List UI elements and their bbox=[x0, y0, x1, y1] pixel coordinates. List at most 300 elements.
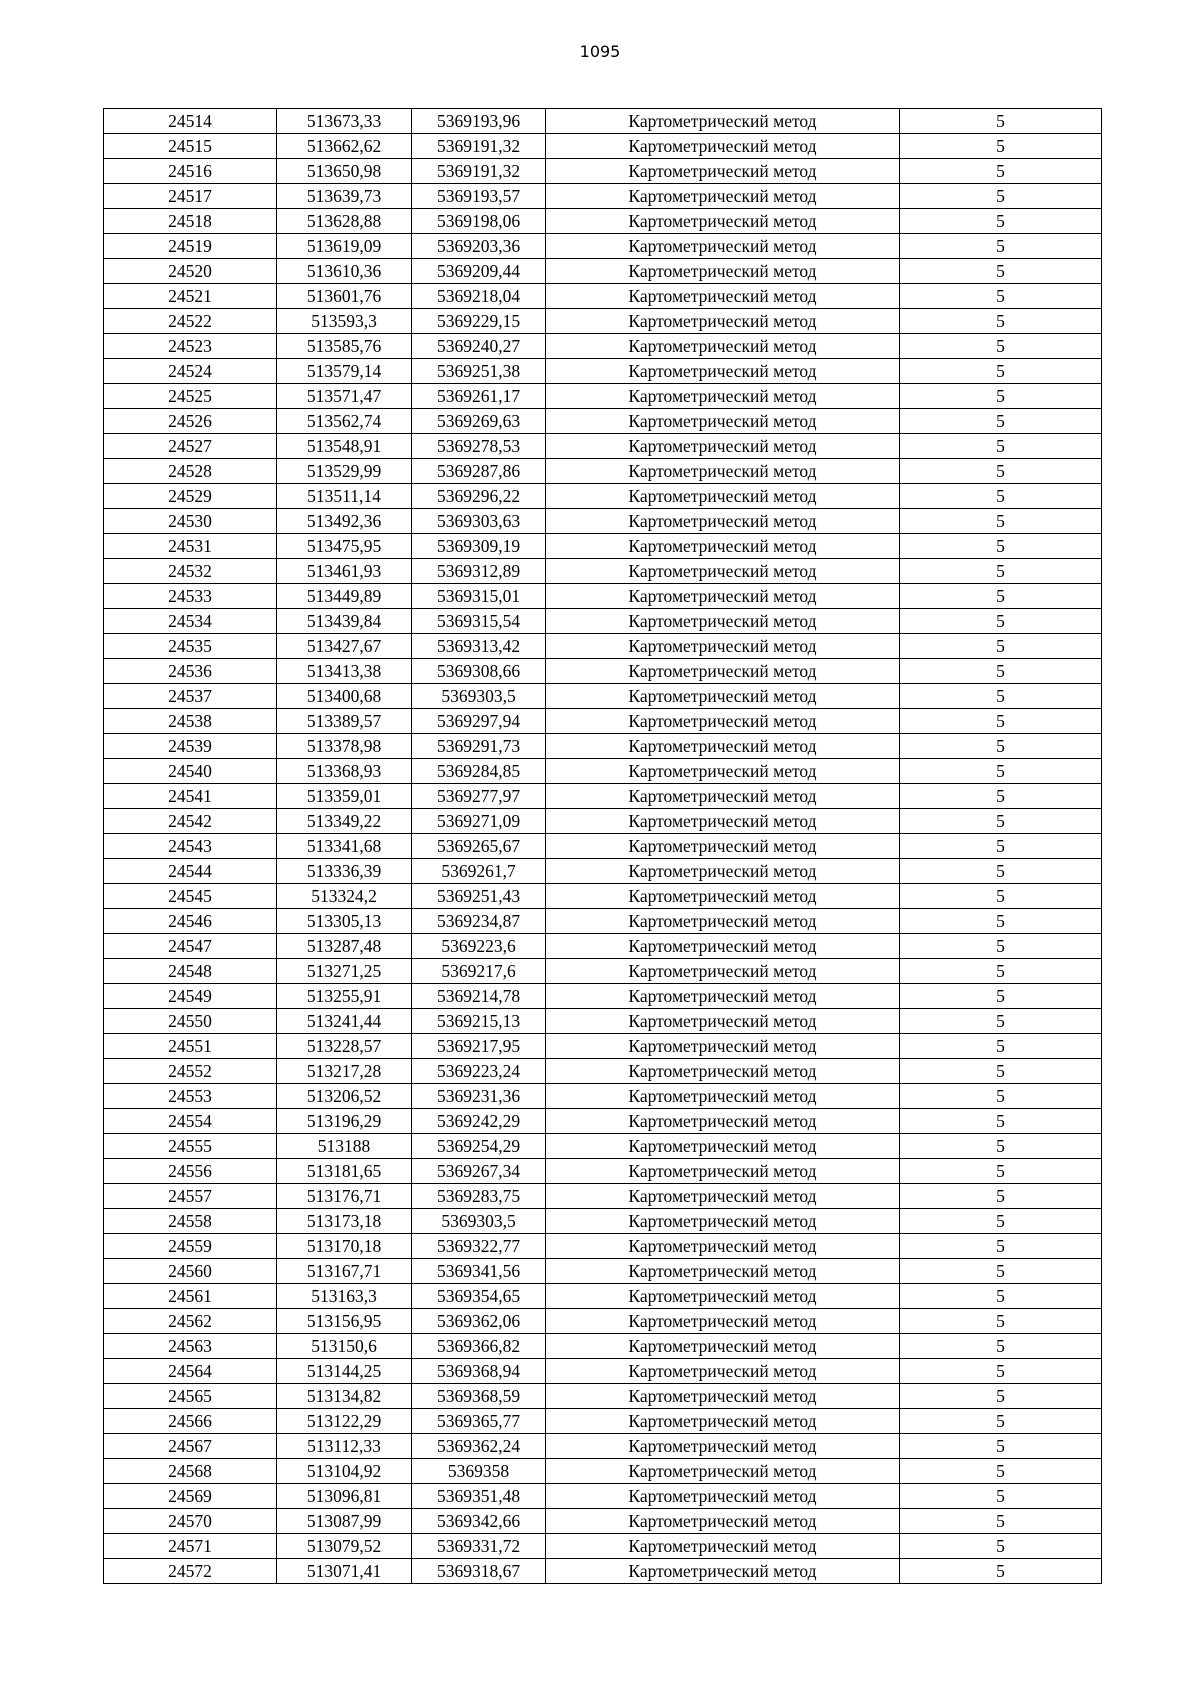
method-cell: Картометрический метод bbox=[546, 1234, 900, 1259]
point-number-cell: 24526 bbox=[104, 409, 277, 434]
method-cell: Картометрический метод bbox=[546, 984, 900, 1009]
table-row bbox=[104, 484, 1102, 509]
point-number-cell: 24570 bbox=[104, 1509, 277, 1534]
accuracy-cell: 5 bbox=[900, 109, 1102, 134]
x-coordinate-cell: 513378,98 bbox=[277, 734, 412, 759]
accuracy-cell: 5 bbox=[900, 434, 1102, 459]
y-coordinate-cell: 5369269,63 bbox=[412, 409, 546, 434]
x-coordinate-cell: 513176,71 bbox=[277, 1184, 412, 1209]
accuracy-cell: 5 bbox=[900, 1109, 1102, 1134]
x-coordinate-cell: 513156,95 bbox=[277, 1309, 412, 1334]
method-cell: Картометрический метод bbox=[546, 1184, 900, 1209]
table-row bbox=[104, 609, 1102, 634]
x-coordinate-cell: 513439,84 bbox=[277, 609, 412, 634]
accuracy-cell: 5 bbox=[900, 209, 1102, 234]
method-cell: Картометрический метод bbox=[546, 184, 900, 209]
table-row bbox=[104, 734, 1102, 759]
point-number-cell: 24531 bbox=[104, 534, 277, 559]
table-row bbox=[104, 1384, 1102, 1409]
y-coordinate-cell: 5369217,6 bbox=[412, 959, 546, 984]
x-coordinate-cell: 513639,73 bbox=[277, 184, 412, 209]
y-coordinate-cell: 5369218,04 bbox=[412, 284, 546, 309]
point-number-cell: 24523 bbox=[104, 334, 277, 359]
table-row bbox=[104, 809, 1102, 834]
table-row bbox=[104, 1259, 1102, 1284]
x-coordinate-cell: 513413,38 bbox=[277, 659, 412, 684]
page-number: 1095 bbox=[579, 42, 621, 61]
y-coordinate-cell: 5369191,32 bbox=[412, 134, 546, 159]
method-cell: Картометрический метод bbox=[546, 634, 900, 659]
point-number-cell: 24569 bbox=[104, 1484, 277, 1509]
method-cell: Картометрический метод bbox=[546, 1384, 900, 1409]
point-number-cell: 24542 bbox=[104, 809, 277, 834]
y-coordinate-cell: 5369315,54 bbox=[412, 609, 546, 634]
x-coordinate-cell: 513662,62 bbox=[277, 134, 412, 159]
point-number-cell: 24525 bbox=[104, 384, 277, 409]
point-number-cell: 24547 bbox=[104, 934, 277, 959]
x-coordinate-cell: 513150,6 bbox=[277, 1334, 412, 1359]
x-coordinate-cell: 513271,25 bbox=[277, 959, 412, 984]
method-cell: Картометрический метод bbox=[546, 384, 900, 409]
method-cell: Картометрический метод bbox=[546, 359, 900, 384]
accuracy-cell: 5 bbox=[900, 959, 1102, 984]
point-number-cell: 24561 bbox=[104, 1284, 277, 1309]
accuracy-cell: 5 bbox=[900, 1209, 1102, 1234]
y-coordinate-cell: 5369217,95 bbox=[412, 1034, 546, 1059]
x-coordinate-cell: 513389,57 bbox=[277, 709, 412, 734]
accuracy-cell: 5 bbox=[900, 1309, 1102, 1334]
method-cell: Картометрический метод bbox=[546, 409, 900, 434]
point-number-cell: 24566 bbox=[104, 1409, 277, 1434]
table-row bbox=[104, 259, 1102, 284]
accuracy-cell: 5 bbox=[900, 759, 1102, 784]
accuracy-cell: 5 bbox=[900, 1259, 1102, 1284]
accuracy-cell: 5 bbox=[900, 1009, 1102, 1034]
accuracy-cell: 5 bbox=[900, 734, 1102, 759]
accuracy-cell: 5 bbox=[900, 934, 1102, 959]
point-number-cell: 24537 bbox=[104, 684, 277, 709]
method-cell: Картометрический метод bbox=[546, 934, 900, 959]
method-cell: Картометрический метод bbox=[546, 109, 900, 134]
accuracy-cell: 5 bbox=[900, 1159, 1102, 1184]
point-number-cell: 24554 bbox=[104, 1109, 277, 1134]
table-row bbox=[104, 359, 1102, 384]
accuracy-cell: 5 bbox=[900, 384, 1102, 409]
method-cell: Картометрический метод bbox=[546, 1009, 900, 1034]
table-row bbox=[104, 209, 1102, 234]
accuracy-cell: 5 bbox=[900, 684, 1102, 709]
y-coordinate-cell: 5369315,01 bbox=[412, 584, 546, 609]
table-row bbox=[104, 859, 1102, 884]
point-number-cell: 24539 bbox=[104, 734, 277, 759]
table-row bbox=[104, 1509, 1102, 1534]
point-number-cell: 24556 bbox=[104, 1159, 277, 1184]
method-cell: Картометрический метод bbox=[546, 1484, 900, 1509]
method-cell: Картометрический метод bbox=[546, 709, 900, 734]
table-row bbox=[104, 1359, 1102, 1384]
table-row bbox=[104, 1534, 1102, 1559]
y-coordinate-cell: 5369287,86 bbox=[412, 459, 546, 484]
accuracy-cell: 5 bbox=[900, 1484, 1102, 1509]
table-row bbox=[104, 109, 1102, 134]
x-coordinate-cell: 513650,98 bbox=[277, 159, 412, 184]
x-coordinate-cell: 513610,36 bbox=[277, 259, 412, 284]
method-cell: Картометрический метод bbox=[546, 659, 900, 684]
method-cell: Картометрический метод bbox=[546, 134, 900, 159]
y-coordinate-cell: 5369271,09 bbox=[412, 809, 546, 834]
accuracy-cell: 5 bbox=[900, 1559, 1102, 1584]
accuracy-cell: 5 bbox=[900, 984, 1102, 1009]
accuracy-cell: 5 bbox=[900, 834, 1102, 859]
table-row bbox=[104, 559, 1102, 584]
y-coordinate-cell: 5369354,65 bbox=[412, 1284, 546, 1309]
point-number-cell: 24541 bbox=[104, 784, 277, 809]
y-coordinate-cell: 5369214,78 bbox=[412, 984, 546, 1009]
accuracy-cell: 5 bbox=[900, 1509, 1102, 1534]
y-coordinate-cell: 5369308,66 bbox=[412, 659, 546, 684]
accuracy-cell: 5 bbox=[900, 159, 1102, 184]
y-coordinate-cell: 5369261,17 bbox=[412, 384, 546, 409]
table-row bbox=[104, 1134, 1102, 1159]
point-number-cell: 24517 bbox=[104, 184, 277, 209]
method-cell: Картометрический метод bbox=[546, 959, 900, 984]
point-number-cell: 24553 bbox=[104, 1084, 277, 1109]
point-number-cell: 24572 bbox=[104, 1559, 277, 1584]
x-coordinate-cell: 513619,09 bbox=[277, 234, 412, 259]
method-cell: Картометрический метод bbox=[546, 834, 900, 859]
y-coordinate-cell: 5369242,29 bbox=[412, 1109, 546, 1134]
point-number-cell: 24564 bbox=[104, 1359, 277, 1384]
x-coordinate-cell: 513593,3 bbox=[277, 309, 412, 334]
point-number-cell: 24548 bbox=[104, 959, 277, 984]
y-coordinate-cell: 5369368,94 bbox=[412, 1359, 546, 1384]
table-row bbox=[104, 234, 1102, 259]
accuracy-cell: 5 bbox=[900, 1184, 1102, 1209]
table-row bbox=[104, 1059, 1102, 1084]
point-number-cell: 24543 bbox=[104, 834, 277, 859]
accuracy-cell: 5 bbox=[900, 784, 1102, 809]
table-row bbox=[104, 1334, 1102, 1359]
method-cell: Картометрический метод bbox=[546, 1434, 900, 1459]
table-row bbox=[104, 1484, 1102, 1509]
accuracy-cell: 5 bbox=[900, 534, 1102, 559]
accuracy-cell: 5 bbox=[900, 1534, 1102, 1559]
accuracy-cell: 5 bbox=[900, 134, 1102, 159]
method-cell: Картометрический метод bbox=[546, 684, 900, 709]
table-row bbox=[104, 884, 1102, 909]
method-cell: Картометрический метод bbox=[546, 559, 900, 584]
coordinates-table bbox=[103, 108, 1102, 1584]
table-row bbox=[104, 509, 1102, 534]
point-number-cell: 24524 bbox=[104, 359, 277, 384]
table-row bbox=[104, 184, 1102, 209]
accuracy-cell: 5 bbox=[900, 1034, 1102, 1059]
y-coordinate-cell: 5369223,6 bbox=[412, 934, 546, 959]
accuracy-cell: 5 bbox=[900, 884, 1102, 909]
x-coordinate-cell: 513349,22 bbox=[277, 809, 412, 834]
y-coordinate-cell: 5369331,72 bbox=[412, 1534, 546, 1559]
accuracy-cell: 5 bbox=[900, 1334, 1102, 1359]
accuracy-cell: 5 bbox=[900, 1059, 1102, 1084]
table-row bbox=[104, 759, 1102, 784]
table-row bbox=[104, 909, 1102, 934]
table-row bbox=[104, 784, 1102, 809]
x-coordinate-cell: 513548,91 bbox=[277, 434, 412, 459]
method-cell: Картометрический метод bbox=[546, 459, 900, 484]
point-number-cell: 24558 bbox=[104, 1209, 277, 1234]
point-number-cell: 24529 bbox=[104, 484, 277, 509]
y-coordinate-cell: 5369318,67 bbox=[412, 1559, 546, 1584]
method-cell: Картометрический метод bbox=[546, 759, 900, 784]
x-coordinate-cell: 513217,28 bbox=[277, 1059, 412, 1084]
x-coordinate-cell: 513112,33 bbox=[277, 1434, 412, 1459]
point-number-cell: 24552 bbox=[104, 1059, 277, 1084]
x-coordinate-cell: 513134,82 bbox=[277, 1384, 412, 1409]
x-coordinate-cell: 513071,41 bbox=[277, 1559, 412, 1584]
point-number-cell: 24546 bbox=[104, 909, 277, 934]
x-coordinate-cell: 513529,99 bbox=[277, 459, 412, 484]
y-coordinate-cell: 5369283,75 bbox=[412, 1184, 546, 1209]
accuracy-cell: 5 bbox=[900, 1384, 1102, 1409]
method-cell: Картометрический метод bbox=[546, 1284, 900, 1309]
table-row bbox=[104, 834, 1102, 859]
point-number-cell: 24551 bbox=[104, 1034, 277, 1059]
table-row bbox=[104, 1009, 1102, 1034]
x-coordinate-cell: 513181,65 bbox=[277, 1159, 412, 1184]
x-coordinate-cell: 513079,52 bbox=[277, 1534, 412, 1559]
point-number-cell: 24522 bbox=[104, 309, 277, 334]
y-coordinate-cell: 5369296,22 bbox=[412, 484, 546, 509]
point-number-cell: 24563 bbox=[104, 1334, 277, 1359]
x-coordinate-cell: 513449,89 bbox=[277, 584, 412, 609]
table-row bbox=[104, 709, 1102, 734]
y-coordinate-cell: 5369309,19 bbox=[412, 534, 546, 559]
x-coordinate-cell: 513228,57 bbox=[277, 1034, 412, 1059]
point-number-cell: 24540 bbox=[104, 759, 277, 784]
x-coordinate-cell: 513163,3 bbox=[277, 1284, 412, 1309]
y-coordinate-cell: 5369362,24 bbox=[412, 1434, 546, 1459]
method-cell: Картометрический метод bbox=[546, 484, 900, 509]
method-cell: Картометрический метод bbox=[546, 859, 900, 884]
y-coordinate-cell: 5369251,43 bbox=[412, 884, 546, 909]
method-cell: Картометрический метод bbox=[546, 1109, 900, 1134]
y-coordinate-cell: 5369322,77 bbox=[412, 1234, 546, 1259]
table-row bbox=[104, 384, 1102, 409]
accuracy-cell: 5 bbox=[900, 184, 1102, 209]
point-number-cell: 24536 bbox=[104, 659, 277, 684]
method-cell: Картометрический метод bbox=[546, 584, 900, 609]
x-coordinate-cell: 513087,99 bbox=[277, 1509, 412, 1534]
accuracy-cell: 5 bbox=[900, 1234, 1102, 1259]
point-number-cell: 24557 bbox=[104, 1184, 277, 1209]
x-coordinate-cell: 513336,39 bbox=[277, 859, 412, 884]
x-coordinate-cell: 513461,93 bbox=[277, 559, 412, 584]
y-coordinate-cell: 5369362,06 bbox=[412, 1309, 546, 1334]
point-number-cell: 24528 bbox=[104, 459, 277, 484]
y-coordinate-cell: 5369342,66 bbox=[412, 1509, 546, 1534]
method-cell: Картометрический метод bbox=[546, 809, 900, 834]
point-number-cell: 24538 bbox=[104, 709, 277, 734]
x-coordinate-cell: 513144,25 bbox=[277, 1359, 412, 1384]
y-coordinate-cell: 5369261,7 bbox=[412, 859, 546, 884]
x-coordinate-cell: 513096,81 bbox=[277, 1484, 412, 1509]
x-coordinate-cell: 513601,76 bbox=[277, 284, 412, 309]
y-coordinate-cell: 5369223,24 bbox=[412, 1059, 546, 1084]
point-number-cell: 24514 bbox=[104, 109, 277, 134]
point-number-cell: 24568 bbox=[104, 1459, 277, 1484]
point-number-cell: 24532 bbox=[104, 559, 277, 584]
method-cell: Картометрический метод bbox=[546, 1084, 900, 1109]
y-coordinate-cell: 5369240,27 bbox=[412, 334, 546, 359]
accuracy-cell: 5 bbox=[900, 1434, 1102, 1459]
method-cell: Картометрический метод bbox=[546, 234, 900, 259]
x-coordinate-cell: 513324,2 bbox=[277, 884, 412, 909]
y-coordinate-cell: 5369278,53 bbox=[412, 434, 546, 459]
y-coordinate-cell: 5369303,63 bbox=[412, 509, 546, 534]
accuracy-cell: 5 bbox=[900, 284, 1102, 309]
point-number-cell: 24515 bbox=[104, 134, 277, 159]
x-coordinate-cell: 513305,13 bbox=[277, 909, 412, 934]
method-cell: Картометрический метод bbox=[546, 209, 900, 234]
point-number-cell: 24565 bbox=[104, 1384, 277, 1409]
accuracy-cell: 5 bbox=[900, 559, 1102, 584]
accuracy-cell: 5 bbox=[900, 1459, 1102, 1484]
x-coordinate-cell: 513673,33 bbox=[277, 109, 412, 134]
point-number-cell: 24521 bbox=[104, 284, 277, 309]
x-coordinate-cell: 513427,67 bbox=[277, 634, 412, 659]
y-coordinate-cell: 5369209,44 bbox=[412, 259, 546, 284]
y-coordinate-cell: 5369368,59 bbox=[412, 1384, 546, 1409]
table-row bbox=[104, 534, 1102, 559]
accuracy-cell: 5 bbox=[900, 909, 1102, 934]
point-number-cell: 24571 bbox=[104, 1534, 277, 1559]
y-coordinate-cell: 5369231,36 bbox=[412, 1084, 546, 1109]
y-coordinate-cell: 5369366,82 bbox=[412, 1334, 546, 1359]
y-coordinate-cell: 5369251,38 bbox=[412, 359, 546, 384]
y-coordinate-cell: 5369215,13 bbox=[412, 1009, 546, 1034]
table-row bbox=[104, 659, 1102, 684]
accuracy-cell: 5 bbox=[900, 709, 1102, 734]
point-number-cell: 24535 bbox=[104, 634, 277, 659]
x-coordinate-cell: 513511,14 bbox=[277, 484, 412, 509]
table-row bbox=[104, 334, 1102, 359]
method-cell: Картометрический метод bbox=[546, 1309, 900, 1334]
accuracy-cell: 5 bbox=[900, 659, 1102, 684]
accuracy-cell: 5 bbox=[900, 584, 1102, 609]
accuracy-cell: 5 bbox=[900, 509, 1102, 534]
method-cell: Картометрический метод bbox=[546, 884, 900, 909]
table-row bbox=[104, 284, 1102, 309]
y-coordinate-cell: 5369191,32 bbox=[412, 159, 546, 184]
y-coordinate-cell: 5369365,77 bbox=[412, 1409, 546, 1434]
method-cell: Картометрический метод bbox=[546, 1059, 900, 1084]
table-row bbox=[104, 1159, 1102, 1184]
y-coordinate-cell: 5369313,42 bbox=[412, 634, 546, 659]
accuracy-cell: 5 bbox=[900, 1359, 1102, 1384]
table-row bbox=[104, 459, 1102, 484]
y-coordinate-cell: 5369267,34 bbox=[412, 1159, 546, 1184]
table-row bbox=[104, 1084, 1102, 1109]
x-coordinate-cell: 513359,01 bbox=[277, 784, 412, 809]
y-coordinate-cell: 5369254,29 bbox=[412, 1134, 546, 1159]
table-row bbox=[104, 1459, 1102, 1484]
method-cell: Картометрический метод bbox=[546, 1509, 900, 1534]
point-number-cell: 24516 bbox=[104, 159, 277, 184]
point-number-cell: 24567 bbox=[104, 1434, 277, 1459]
table-row bbox=[104, 584, 1102, 609]
table-row bbox=[104, 159, 1102, 184]
x-coordinate-cell: 513585,76 bbox=[277, 334, 412, 359]
point-number-cell: 24549 bbox=[104, 984, 277, 1009]
method-cell: Картометрический метод bbox=[546, 509, 900, 534]
accuracy-cell: 5 bbox=[900, 309, 1102, 334]
method-cell: Картометрический метод bbox=[546, 259, 900, 284]
method-cell: Картометрический метод bbox=[546, 1159, 900, 1184]
method-cell: Картометрический метод bbox=[546, 1259, 900, 1284]
point-number-cell: 24559 bbox=[104, 1234, 277, 1259]
point-number-cell: 24518 bbox=[104, 209, 277, 234]
table-row bbox=[104, 959, 1102, 984]
accuracy-cell: 5 bbox=[900, 859, 1102, 884]
x-coordinate-cell: 513196,29 bbox=[277, 1109, 412, 1134]
method-cell: Картометрический метод bbox=[546, 734, 900, 759]
table-row bbox=[104, 1109, 1102, 1134]
method-cell: Картометрический метод bbox=[546, 1334, 900, 1359]
table-row bbox=[104, 434, 1102, 459]
y-coordinate-cell: 5369358 bbox=[412, 1459, 546, 1484]
x-coordinate-cell: 513241,44 bbox=[277, 1009, 412, 1034]
method-cell: Картометрический метод bbox=[546, 609, 900, 634]
y-coordinate-cell: 5369297,94 bbox=[412, 709, 546, 734]
table-row bbox=[104, 1034, 1102, 1059]
x-coordinate-cell: 513255,91 bbox=[277, 984, 412, 1009]
method-cell: Картометрический метод bbox=[546, 1034, 900, 1059]
accuracy-cell: 5 bbox=[900, 634, 1102, 659]
accuracy-cell: 5 bbox=[900, 809, 1102, 834]
table-row bbox=[104, 934, 1102, 959]
accuracy-cell: 5 bbox=[900, 409, 1102, 434]
x-coordinate-cell: 513122,29 bbox=[277, 1409, 412, 1434]
table-row bbox=[104, 684, 1102, 709]
method-cell: Картометрический метод bbox=[546, 784, 900, 809]
method-cell: Картометрический метод bbox=[546, 334, 900, 359]
x-coordinate-cell: 513173,18 bbox=[277, 1209, 412, 1234]
accuracy-cell: 5 bbox=[900, 1084, 1102, 1109]
x-coordinate-cell: 513167,71 bbox=[277, 1259, 412, 1284]
y-coordinate-cell: 5369193,96 bbox=[412, 109, 546, 134]
point-number-cell: 24520 bbox=[104, 259, 277, 284]
method-cell: Картометрический метод bbox=[546, 1359, 900, 1384]
point-number-cell: 24562 bbox=[104, 1309, 277, 1334]
x-coordinate-cell: 513368,93 bbox=[277, 759, 412, 784]
y-coordinate-cell: 5369229,15 bbox=[412, 309, 546, 334]
y-coordinate-cell: 5369351,48 bbox=[412, 1484, 546, 1509]
table-body bbox=[104, 109, 1102, 1584]
x-coordinate-cell: 513579,14 bbox=[277, 359, 412, 384]
y-coordinate-cell: 5369277,97 bbox=[412, 784, 546, 809]
table-row bbox=[104, 1234, 1102, 1259]
x-coordinate-cell: 513104,92 bbox=[277, 1459, 412, 1484]
y-coordinate-cell: 5369312,89 bbox=[412, 559, 546, 584]
x-coordinate-cell: 513206,52 bbox=[277, 1084, 412, 1109]
point-number-cell: 24527 bbox=[104, 434, 277, 459]
accuracy-cell: 5 bbox=[900, 359, 1102, 384]
point-number-cell: 24560 bbox=[104, 1259, 277, 1284]
accuracy-cell: 5 bbox=[900, 1284, 1102, 1309]
accuracy-cell: 5 bbox=[900, 1409, 1102, 1434]
accuracy-cell: 5 bbox=[900, 484, 1102, 509]
table-row bbox=[104, 1209, 1102, 1234]
